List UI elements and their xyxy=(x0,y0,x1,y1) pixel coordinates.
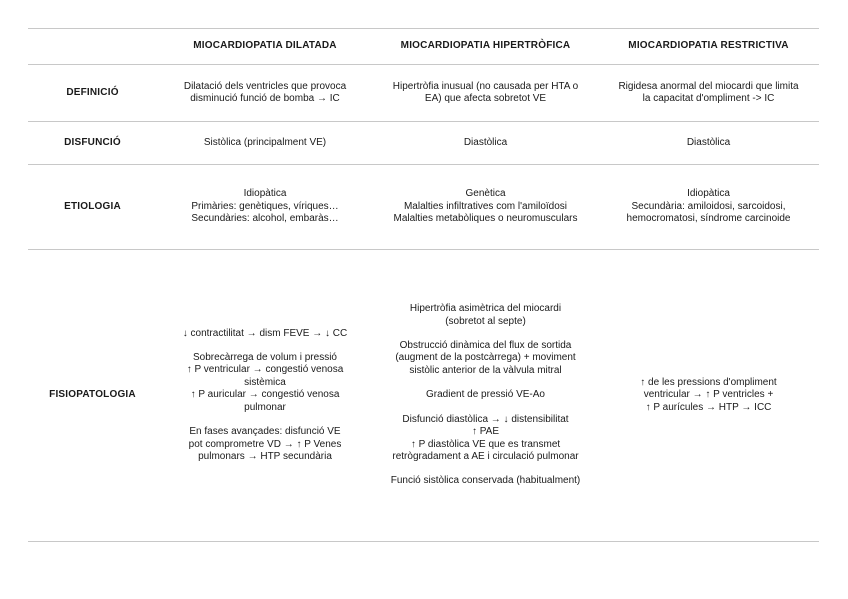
header-dilatada: MIOCARDIOPATIA DILATADA xyxy=(157,29,373,65)
cell-line: Malalties metabòliques o neuromusculars xyxy=(393,213,578,225)
cell-line: (sobretot al septe) xyxy=(445,315,526,327)
cell-line: Secundàries: alcohol, embaràs… xyxy=(191,213,339,225)
cell-line: Disfunció diastòlica → ↓ distensibilitat xyxy=(402,413,569,425)
cell-line: Hipertròfia asimètrica del miocardi xyxy=(409,303,562,315)
paragraph-gap xyxy=(161,340,369,352)
cell-line: sistèmica xyxy=(244,376,286,388)
cell-line: Secundària: amiloidosi, sarcoidosi, xyxy=(631,200,786,212)
row-label-disfuncio: DISFUNCIÓ xyxy=(28,122,157,165)
cell-definicio-hipertrofica xyxy=(373,65,598,122)
row-definicio xyxy=(28,65,819,122)
cell-etiologia-hipertrofica xyxy=(373,165,598,250)
header-hipertrofica: MIOCARDIOPATIA HIPERTRÒFICA xyxy=(373,29,598,65)
cell-line: Gradient de pressió VE-Ao xyxy=(426,389,545,401)
cell-line: retrògradament a AE i circulació pulmonar xyxy=(392,450,579,462)
cell-line: Dilatació dels ventricles que provoca xyxy=(183,80,347,92)
cell-line: Sobrecàrrega de volum i pressió xyxy=(193,352,337,364)
cell-line: ↑ P diastòlica VE que es transmet xyxy=(410,438,561,450)
cell-line: ↓ contractilitat → dism FEVE → ↓ CC xyxy=(182,327,348,339)
paragraph-gap xyxy=(161,414,369,426)
cell-line: Rigidesa anormal del miocardi que limita xyxy=(618,80,799,92)
cell-disfuncio-restrictiva: Diastòlica xyxy=(598,122,819,165)
cell-line: ↑ PAE xyxy=(471,426,500,438)
cell-line: ↑ P ventricular → congestió venosa xyxy=(186,364,344,376)
paragraph-gap xyxy=(377,328,594,340)
cell-fisiopatologia-restrictiva xyxy=(598,250,819,542)
cell-etiologia-dilatada xyxy=(157,165,373,250)
cell-line: Idiopàtica xyxy=(243,188,287,200)
cell-line: Malalties infiltratives com l'amiloïdosi xyxy=(403,200,568,212)
row-label-fisiopatologia: FISIOPATOLOGIA xyxy=(28,250,157,542)
cell-disfuncio-dilatada: Sistòlica (principalment VE) xyxy=(157,122,373,165)
cell-line: disminució funció de bomba → IC xyxy=(190,93,340,104)
paragraph-gap xyxy=(377,463,594,475)
cell-definicio-restrictiva xyxy=(598,65,819,122)
cell-line: (augment de la postcàrrega) + moviment xyxy=(395,352,576,364)
cell-line: pulmonar xyxy=(244,401,286,413)
cell-line: ↑ P aurícules → HTP → ICC xyxy=(645,401,772,413)
cell-definicio-dilatada xyxy=(157,65,373,122)
row-label-definicio: DEFINICIÓ xyxy=(28,65,157,122)
cell-line: EA) que afecta sobretot VE xyxy=(424,93,547,104)
cell-fisiopatologia-hipertrofica xyxy=(373,250,598,542)
cell-etiologia-restrictiva xyxy=(598,165,819,250)
cell-line: pulmonars → HTP secundària xyxy=(198,450,332,462)
comparison-table-container xyxy=(28,28,819,542)
cell-line: pot comprometre VD → ↑ P Venes xyxy=(188,438,342,450)
cell-line: sistòlic anterior de la vàlvula mitral xyxy=(409,364,562,376)
cell-line: Hipertròfia inusual (no causada per HTA o xyxy=(392,80,579,92)
cell-line: hemocromatosi, síndrome carcinoide xyxy=(626,213,791,225)
cell-line: ventricular → ↑ P ventricles + xyxy=(643,389,774,401)
row-label-etiologia: ETIOLOGIA xyxy=(28,165,157,250)
cell-line: En fases avançades: disfunció VE xyxy=(189,426,341,438)
cell-line: Genètica xyxy=(465,188,506,200)
cell-line: Obstrucció dinàmica del flux de sortida xyxy=(399,340,572,352)
cell-line: la capacitat d'ompliment -> IC xyxy=(642,93,775,104)
paragraph-gap xyxy=(377,377,594,389)
cell-line: ↑ P auricular → congestió venosa xyxy=(190,389,340,401)
row-disfuncio xyxy=(28,122,819,165)
header-empty xyxy=(28,29,157,65)
cell-disfuncio-hipertrofica: Diastòlica xyxy=(373,122,598,165)
cell-line: Primàries: genètiques, víriques… xyxy=(191,200,339,212)
paragraph-gap xyxy=(377,402,594,414)
cardiomyopathy-comparison-table xyxy=(28,28,819,542)
header-restrictiva: MIOCARDIOPATIA RESTRICTIVA xyxy=(598,29,819,65)
cell-line: Idiopàtica xyxy=(687,188,730,200)
cell-line: ↑ de les pressions d'ompliment xyxy=(640,376,777,388)
row-fisiopatologia xyxy=(28,250,819,542)
cell-line: Funció sistòlica conservada (habitualment) xyxy=(390,475,581,487)
cell-fisiopatologia-dilatada xyxy=(157,250,373,542)
table-header-row xyxy=(28,29,819,65)
row-etiologia xyxy=(28,165,819,250)
